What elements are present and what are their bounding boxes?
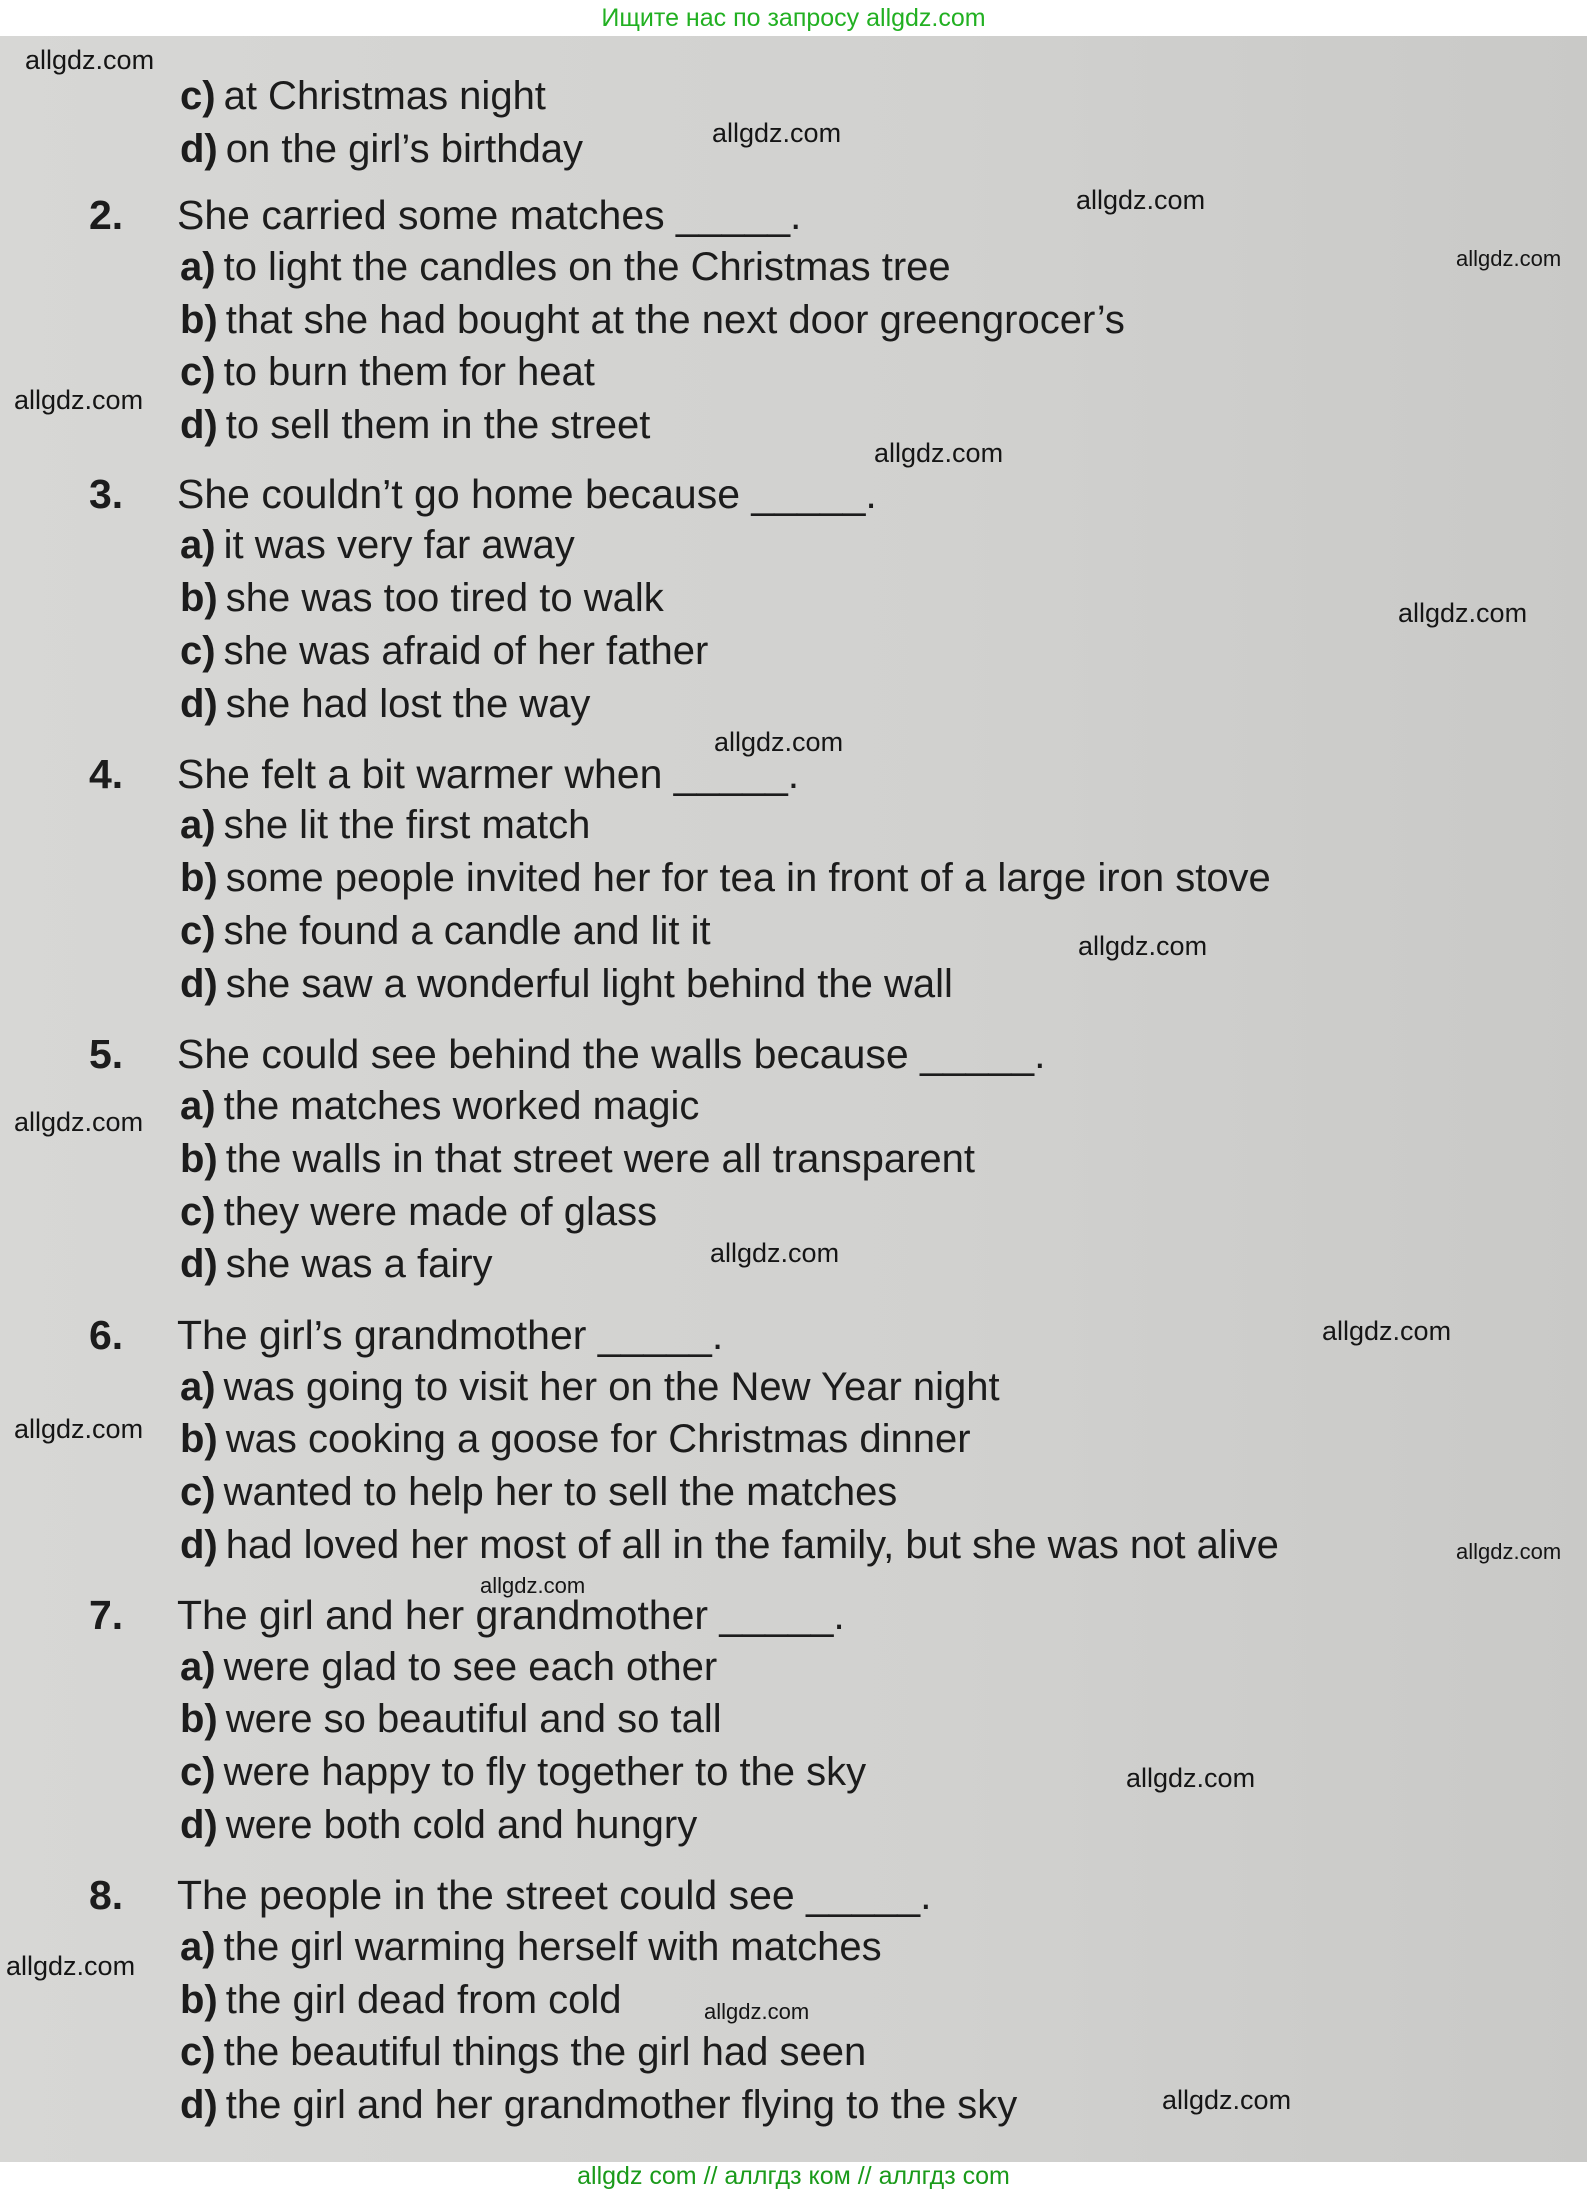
watermark-text: allgdz.com [14, 1107, 144, 1137]
top-banner[interactable]: Ищите нас по запросу allgdz.com [0, 0, 1587, 36]
question-stem [89, 190, 802, 240]
option-letter: b) [180, 1417, 218, 1461]
watermark-text: allgdz.com [1456, 246, 1562, 271]
watermark-text: allgdz.com [712, 118, 842, 148]
question-number: 6. [89, 1312, 124, 1358]
option-text: were happy to fly together to the sky [223, 1750, 867, 1794]
option-text: on the girl’s birthday [225, 127, 584, 171]
question-stem [89, 1029, 1046, 1079]
answer-option[interactable] [180, 1695, 722, 1743]
answer-option[interactable] [180, 1415, 971, 1463]
answer-option[interactable] [180, 1801, 697, 1849]
option-letter: d) [180, 403, 218, 447]
question-number: 5. [89, 1031, 124, 1077]
watermark-text: allgdz.com [1322, 1316, 1452, 1346]
option-letter: d) [180, 2083, 218, 2127]
option-letter: a) [180, 245, 216, 289]
question-text: The girl and her grandmother _____. [177, 1592, 845, 1638]
answer-option[interactable] [180, 2028, 866, 2076]
answer-option[interactable] [180, 521, 575, 569]
watermark-text: allgdz.com [1456, 1539, 1562, 1564]
option-text: some people invited her for tea in front of a large iron stove [225, 856, 1271, 900]
answer-option[interactable] [180, 1976, 622, 2024]
answer-option[interactable] [180, 296, 1125, 344]
option-letter: a) [180, 1084, 216, 1128]
option-letter: c) [180, 1750, 216, 1794]
answer-option[interactable] [180, 1188, 657, 1236]
option-letter: d) [180, 1242, 218, 1286]
answer-option[interactable] [180, 72, 546, 120]
answer-option[interactable] [180, 680, 590, 728]
option-text: she found a candle and lit it [223, 909, 711, 953]
option-text: she was afraid of her father [223, 629, 709, 673]
option-letter: c) [180, 74, 216, 118]
answer-option[interactable] [180, 627, 708, 675]
option-text: were both cold and hungry [225, 1803, 698, 1847]
answer-option[interactable] [180, 960, 953, 1008]
option-letter: b) [180, 1697, 218, 1741]
option-letter: c) [180, 909, 216, 953]
question-stem [89, 1310, 724, 1360]
option-letter: d) [180, 682, 218, 726]
answer-option[interactable] [180, 243, 951, 291]
question-number: 4. [89, 751, 124, 797]
watermark-text: allgdz.com [480, 1573, 586, 1598]
option-letter: c) [180, 1190, 216, 1234]
option-text: were so beautiful and so tall [225, 1697, 722, 1741]
question-number: 2. [89, 192, 124, 238]
bottom-banner[interactable]: allgdz com // аллгдз ком // аллгдз com [0, 2162, 1587, 2190]
option-text: the walls in that street were all transparent [225, 1137, 976, 1181]
answer-option[interactable] [180, 1468, 897, 1516]
answer-option[interactable] [180, 401, 650, 449]
option-letter: d) [180, 127, 218, 171]
answer-option[interactable] [180, 1240, 493, 1288]
answer-option[interactable] [180, 574, 664, 622]
watermark-text: allgdz.com [710, 1238, 840, 1268]
option-text: she lit the first match [223, 803, 591, 847]
option-letter: d) [180, 962, 218, 1006]
option-letter: d) [180, 1803, 218, 1847]
answer-option[interactable] [180, 348, 595, 396]
question-text: The girl’s grandmother _____. [177, 1312, 724, 1358]
option-text: to sell them in the street [225, 403, 651, 447]
option-text: to burn them for heat [223, 350, 595, 394]
watermark-text: allgdz.com [874, 438, 1004, 468]
option-text: wanted to help her to sell the matches [223, 1470, 898, 1514]
watermark-text: allgdz.com [14, 385, 144, 415]
option-letter: c) [180, 1470, 216, 1514]
option-letter: b) [180, 576, 218, 620]
answer-option[interactable] [180, 1521, 1279, 1569]
option-text: at Christmas night [223, 74, 546, 118]
watermark-text: allgdz.com [6, 1951, 136, 1981]
option-letter: c) [180, 2030, 216, 2074]
question-number: 7. [89, 1592, 124, 1638]
option-text: she was too tired to walk [225, 576, 664, 620]
option-letter: a) [180, 523, 216, 567]
question-stem [89, 1870, 932, 1920]
watermark-text: allgdz.com [1126, 1763, 1256, 1793]
answer-option[interactable] [180, 1748, 866, 1796]
watermark-text: allgdz.com [1162, 2085, 1292, 2115]
option-text: the girl and her grandmother flying to the sky [225, 2083, 1018, 2127]
watermark-text: allgdz.com [704, 1999, 810, 2024]
answer-option[interactable] [180, 1135, 975, 1183]
option-letter: b) [180, 1978, 218, 2022]
watermark-text: allgdz.com [1078, 931, 1208, 961]
option-text: the beautiful things the girl had seen [223, 2030, 867, 2074]
watermark-text: allgdz.com [714, 727, 844, 757]
answer-option[interactable] [180, 1643, 717, 1691]
option-letter: a) [180, 803, 216, 847]
option-letter: c) [180, 629, 216, 673]
option-letter: b) [180, 298, 218, 342]
option-text: the girl dead from cold [225, 1978, 622, 2022]
question-text: She carried some matches _____. [177, 192, 802, 238]
option-letter: b) [180, 856, 218, 900]
option-text: to light the candles on the Christmas tree [223, 245, 951, 289]
answer-option[interactable] [180, 125, 583, 173]
watermark-text: allgdz.com [1076, 185, 1206, 215]
question-text: She felt a bit warmer when _____. [177, 751, 800, 797]
question-stem [89, 749, 800, 799]
watermark-text: allgdz.com [25, 45, 155, 75]
option-text: the girl warming herself with matches [223, 1925, 882, 1969]
question-number: 3. [89, 471, 124, 517]
option-letter: c) [180, 350, 216, 394]
answer-option[interactable] [180, 1923, 882, 1971]
question-stem [89, 469, 877, 519]
option-letter: d) [180, 1523, 218, 1567]
watermark-text: allgdz.com [1398, 598, 1528, 628]
option-letter: a) [180, 1645, 216, 1689]
answer-option[interactable] [180, 854, 1271, 902]
option-text: she saw a wonderful light behind the wall [225, 962, 953, 1006]
option-text: it was very far away [223, 523, 575, 567]
answer-option[interactable] [180, 1363, 1000, 1411]
answer-option[interactable] [180, 907, 711, 955]
answer-option[interactable] [180, 1082, 699, 1130]
answer-option[interactable] [180, 801, 590, 849]
question-text: The people in the street could see _____. [177, 1872, 932, 1918]
question-number: 8. [89, 1872, 124, 1918]
option-text: that she had bought at the next door greengrocer’s [225, 298, 1125, 342]
option-letter: a) [180, 1925, 216, 1969]
option-text: were glad to see each other [223, 1645, 718, 1689]
question-text: She couldn’t go home because _____. [177, 471, 877, 517]
option-text: the matches worked magic [223, 1084, 700, 1128]
option-text: was going to visit her on the New Year night [223, 1365, 1000, 1409]
option-text: they were made of glass [223, 1190, 658, 1234]
answer-option[interactable] [180, 2081, 1017, 2129]
option-letter: a) [180, 1365, 216, 1409]
option-text: she was a fairy [225, 1242, 493, 1286]
option-text: was cooking a goose for Christmas dinner [225, 1417, 971, 1461]
question-text: She could see behind the walls because _____. [177, 1031, 1046, 1077]
watermark-text: allgdz.com [14, 1414, 144, 1444]
option-letter: b) [180, 1137, 218, 1181]
option-text: she had lost the way [225, 682, 591, 726]
option-text: had loved her most of all in the family, but she was not alive [225, 1523, 1279, 1567]
